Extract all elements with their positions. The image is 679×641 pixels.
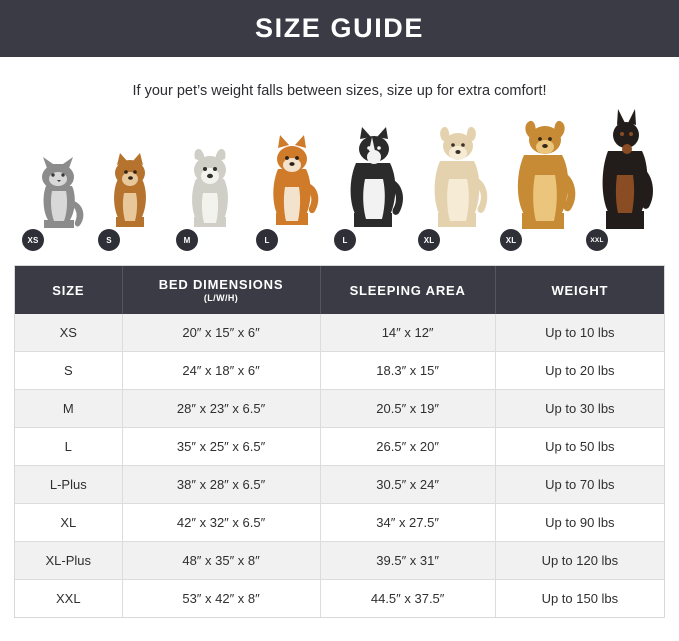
table-row — [15, 352, 664, 390]
cell-size: L — [15, 428, 122, 466]
cell-sleeping: 39.5″ x 31″ — [320, 542, 495, 580]
column-header-size — [15, 266, 122, 314]
page-title: SIZE GUIDE — [254, 13, 425, 43]
column-header-sleeping-area — [320, 266, 495, 314]
cell-weight: Up to 90 lbs — [495, 504, 664, 542]
cell-dimensions: 24″ x 18″ x 6″ — [122, 352, 320, 390]
golden-retriever-silhouette — [500, 113, 592, 237]
cell-weight: Up to 120 lbs — [495, 542, 664, 580]
table-row — [15, 542, 664, 580]
pet-figure-xl2 — [500, 123, 592, 251]
border-collie-silhouette — [334, 121, 416, 237]
french-bulldog-silhouette — [176, 137, 246, 237]
cell-sleeping: 26.5″ x 20″ — [320, 428, 495, 466]
header-bar — [0, 0, 679, 57]
cell-sleeping: 30.5″ x 24″ — [320, 466, 495, 504]
size-badge-l1: L — [256, 229, 278, 251]
cell-sleeping: 20.5″ x 19″ — [320, 390, 495, 428]
table-row — [15, 580, 664, 618]
pet-figure-l1 — [256, 136, 328, 251]
table-row — [15, 428, 664, 466]
cat-silhouette — [22, 141, 94, 237]
column-header-sleeping-area-label: SLEEPING AREA — [349, 282, 466, 298]
labrador-silhouette — [418, 119, 498, 237]
pet-figure-xl1 — [418, 129, 498, 251]
cell-weight: Up to 50 lbs — [495, 428, 664, 466]
table-row — [15, 314, 664, 352]
cell-size: XL — [15, 504, 122, 542]
cell-dimensions: 53″ x 42″ x 8″ — [122, 580, 320, 618]
size-badge-m: M — [176, 229, 198, 251]
cell-dimensions: 48″ x 35″ x 8″ — [122, 542, 320, 580]
column-header-size-label: SIZE — [52, 282, 85, 298]
size-badge-xl2: XL — [500, 229, 522, 251]
table-row — [15, 504, 664, 542]
cell-size: XS — [15, 314, 122, 352]
pet-figure-l2 — [334, 131, 416, 251]
size-chart-table — [14, 265, 665, 618]
subtitle-text: If your pet’s weight falls between sizes, size up for extra comfort! — [132, 83, 547, 99]
size-badge-s: S — [98, 229, 120, 251]
cell-weight: Up to 150 lbs — [495, 580, 664, 618]
column-header-bed-dimensions — [122, 266, 320, 314]
cell-size: XXL — [15, 580, 122, 618]
cell-sleeping: 18.3″ x 15″ — [320, 352, 495, 390]
column-header-weight — [495, 266, 664, 314]
cell-weight: Up to 10 lbs — [495, 314, 664, 352]
pet-figure-m — [176, 141, 246, 251]
size-badge-xl1: XL — [418, 229, 440, 251]
pomeranian-silhouette — [98, 141, 164, 237]
cell-weight: Up to 70 lbs — [495, 466, 664, 504]
cell-dimensions: 35″ x 25″ x 6.5″ — [122, 428, 320, 466]
cell-size: L-Plus — [15, 466, 122, 504]
cell-dimensions: 38″ x 28″ x 6.5″ — [122, 466, 320, 504]
cell-dimensions: 28″ x 23″ x 6.5″ — [122, 390, 320, 428]
pet-figure-s — [98, 141, 164, 251]
cell-dimensions: 20″ x 15″ x 6″ — [122, 314, 320, 352]
size-badge-l2: L — [334, 229, 356, 251]
table-row — [15, 390, 664, 428]
cell-sleeping: 44.5″ x 37.5″ — [320, 580, 495, 618]
cell-weight: Up to 20 lbs — [495, 352, 664, 390]
column-header-bed-dimensions-label: BED DIMENSIONS — [158, 277, 284, 292]
size-badge-xs: XS — [22, 229, 44, 251]
column-header-weight-label: WEIGHT — [551, 282, 609, 298]
doberman-silhouette — [586, 109, 668, 237]
shiba-inu-silhouette — [256, 129, 328, 237]
cell-sleeping: 34″ x 27.5″ — [320, 504, 495, 542]
cell-dimensions: 42″ x 32″ x 6.5″ — [122, 504, 320, 542]
cell-size: M — [15, 390, 122, 428]
size-badge-xxl: XXL — [586, 229, 608, 251]
table-row — [15, 466, 664, 504]
table-header-row — [15, 266, 664, 314]
cell-sleeping: 14″ x 12″ — [320, 314, 495, 352]
cell-size: S — [15, 352, 122, 390]
pet-illustration-row — [0, 121, 679, 251]
cell-size: XL-Plus — [15, 542, 122, 580]
pet-figure-xxl — [586, 119, 668, 251]
cell-weight: Up to 30 lbs — [495, 390, 664, 428]
pet-figure-xs — [22, 141, 94, 251]
column-header-bed-dimensions-sub: (L/W/H) — [203, 293, 239, 303]
